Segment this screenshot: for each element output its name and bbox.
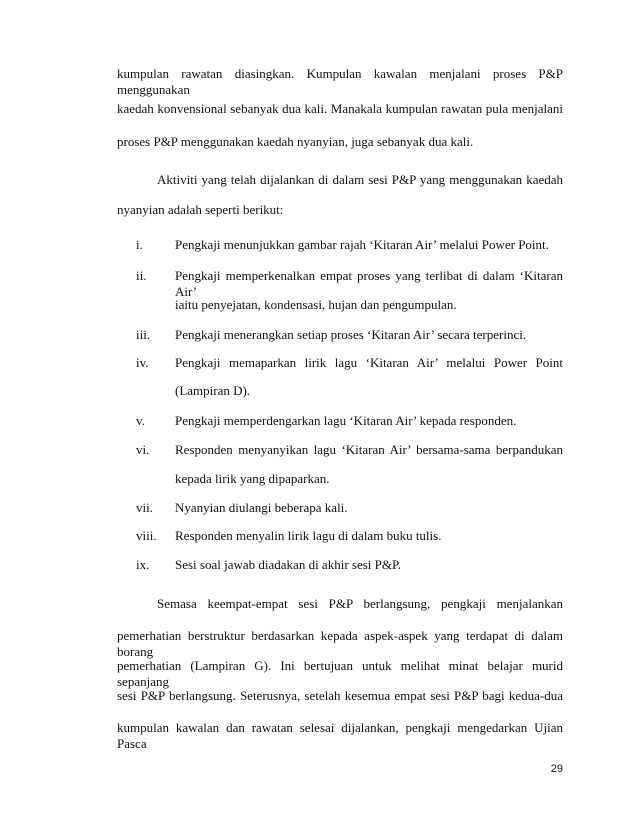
list-item-number: ix. <box>136 557 150 572</box>
list-item-text: Pengkaji memperkenalkan empat proses yang terlibat di dalam ‘Kitaran Air’ <box>175 268 563 299</box>
list-item-number: i. <box>136 237 143 252</box>
list-item-number: ii. <box>136 268 147 283</box>
list-item-number: v. <box>136 413 145 428</box>
para3-line-1: Semasa keempat-empat sesi P&P berlangsung, pengkaji menjalankan <box>157 596 563 611</box>
list-item-text: iaitu penyejatan, kondensasi, hujan dan pengumpulan. <box>175 297 457 312</box>
list-item-text: Pengkaji memaparkan lirik lagu ‘Kitaran Air’ melalui Power Point <box>175 355 563 370</box>
list-item-text: Responden menyanyikan lagu ‘Kitaran Air’ bersama-sama berpandukan <box>175 442 563 457</box>
list-item-number: iii. <box>136 327 151 342</box>
list-item-text: Nyanyian diulangi beberapa kali. <box>175 500 348 515</box>
list-item-text: Pengkaji menerangkan setiap proses ‘Kitaran Air’ secara terperinci. <box>175 327 527 342</box>
list-item-number: iv. <box>136 355 149 370</box>
list-item-number: vi. <box>136 442 150 457</box>
list-item-text: (Lampiran D). <box>175 383 251 398</box>
para2-line-1: Aktiviti yang telah dijalankan di dalam sesi P&P yang menggunakan kaedah <box>157 172 563 187</box>
list-item-text: Sesi soal jawab diadakan di akhir sesi P&P. <box>175 557 402 572</box>
para3-line-2: pemerhatian berstruktur berdasarkan kepada aspek-aspek yang terdapat di dalam borang <box>117 628 563 659</box>
para1-line-3: proses P&P menggunakan kaedah nyanyian, juga sebanyak dua kali. <box>117 134 474 149</box>
list-item-number: vii. <box>136 500 153 515</box>
list-item-text: kepada lirik yang dipaparkan. <box>175 471 330 486</box>
para3-line-3: pemerhatian (Lampiran G). Ini bertujuan untuk melihat minat belajar murid sepanjang <box>117 658 563 689</box>
list-item-text: Pengkaji memperdengarkan lagu ‘Kitaran Air’ kepada responden. <box>175 413 517 428</box>
list-item-text: Responden menyalin lirik lagu di dalam buku tulis. <box>175 528 442 543</box>
list-item-number: viii. <box>136 528 157 543</box>
page-number: 29 <box>550 763 563 775</box>
list-item-text: Pengkaji menunjukkan gambar rajah ‘Kitaran Air’ melalui Power Point. <box>175 237 549 252</box>
para3-line-5: kumpulan kawalan dan rawatan selesai dijalankan, pengkaji mengedarkan Ujian Pasca <box>117 720 563 751</box>
para3-line-4: sesi P&P berlangsung. Seterusnya, setelah kesemua empat sesi P&P bagi kedua-dua <box>117 688 563 703</box>
para1-line-2: kaedah konvensional sebanyak dua kali. Manakala kumpulan rawatan pula menjalani <box>117 101 563 116</box>
para1-line-1: kumpulan rawatan diasingkan. Kumpulan kawalan menjalani proses P&P menggunakan <box>117 66 563 97</box>
para2-line-2: nyanyian adalah seperti berikut: <box>117 202 284 217</box>
